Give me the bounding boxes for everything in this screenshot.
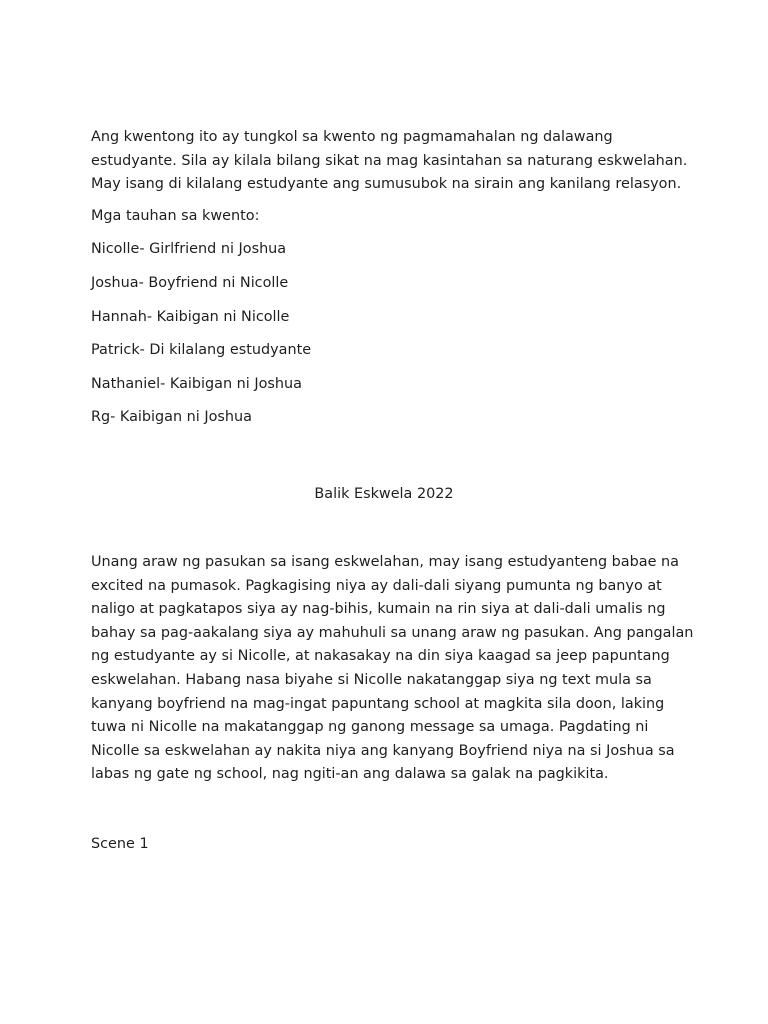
character-item: Joshua- Boyfriend ni Nicolle bbox=[91, 274, 289, 291]
characters-heading: Mga tauhan sa kwento: bbox=[91, 207, 260, 224]
story-line: tuwa ni Nicolle na makatanggap ng ganong message sa umaga. Pagdating ni bbox=[91, 719, 649, 736]
story-line: labas ng gate ng school, nag ngiti-an ang dalawa sa galak na pagkikita. bbox=[91, 766, 609, 783]
character-item: Patrick- Di kilalang estudyante bbox=[91, 342, 312, 359]
document-body bbox=[91, 126, 701, 430]
intro-line: estudyante. Sila ay kilala bilang sikat na mag kasintahan sa naturang eskwelahan. bbox=[91, 152, 688, 169]
intro-line: Ang kwentong ito ay tungkol sa kwento ng pagmamahalan ng dalawang bbox=[91, 129, 613, 145]
story-line: Unang araw ng pasukan sa isang eskwelahan, may isang estudyanteng babae na bbox=[91, 554, 679, 570]
story-line: Nicolle sa eskwelahan ay nakita niya ang kanyang Boyfriend niya na si Joshua sa bbox=[91, 742, 675, 759]
story-line: ng estudyante ay si Nicolle, at nakasakay na din siya kaagad sa jeep papuntang bbox=[91, 648, 670, 665]
character-item: Hannah- Kaibigan ni Nicolle bbox=[91, 308, 290, 325]
intro-line: May isang di kilalang estudyante ang sumusubok na sirain ang kanilang relasyon. bbox=[91, 176, 682, 193]
story-line: naligo at pagkatapos siya ay nag-bihis, kumain na rin siya at dali-dali umalis ng bbox=[91, 601, 666, 618]
character-item: Nicolle- Girlfriend ni Joshua bbox=[91, 241, 287, 258]
story-title: Balik Eskwela 2022 bbox=[314, 486, 454, 502]
story-line: eskwelahan. Habang nasa biyahe si Nicolle nakatanggap siya ng text mula sa bbox=[91, 671, 652, 688]
story-line: kanyang boyfriend na mag-ingat papuntang school at magkita sila doon, laking bbox=[91, 695, 665, 712]
story-paragraph bbox=[91, 551, 701, 787]
scene-heading: Scene 1 bbox=[91, 836, 149, 852]
story-line: excited na pumasok. Pagkagising niya ay dali-dali siyang pumunta ng banyo at bbox=[91, 577, 662, 594]
intro-paragraph bbox=[91, 126, 701, 197]
character-item: Nathaniel- Kaibigan ni Joshua bbox=[91, 375, 302, 392]
character-item: Rg- Kaibigan ni Joshua bbox=[91, 409, 252, 426]
story-line: bahay sa pag-aakalang siya ay mahuhuli sa unang araw ng pasukan. Ang pangalan bbox=[91, 624, 694, 641]
